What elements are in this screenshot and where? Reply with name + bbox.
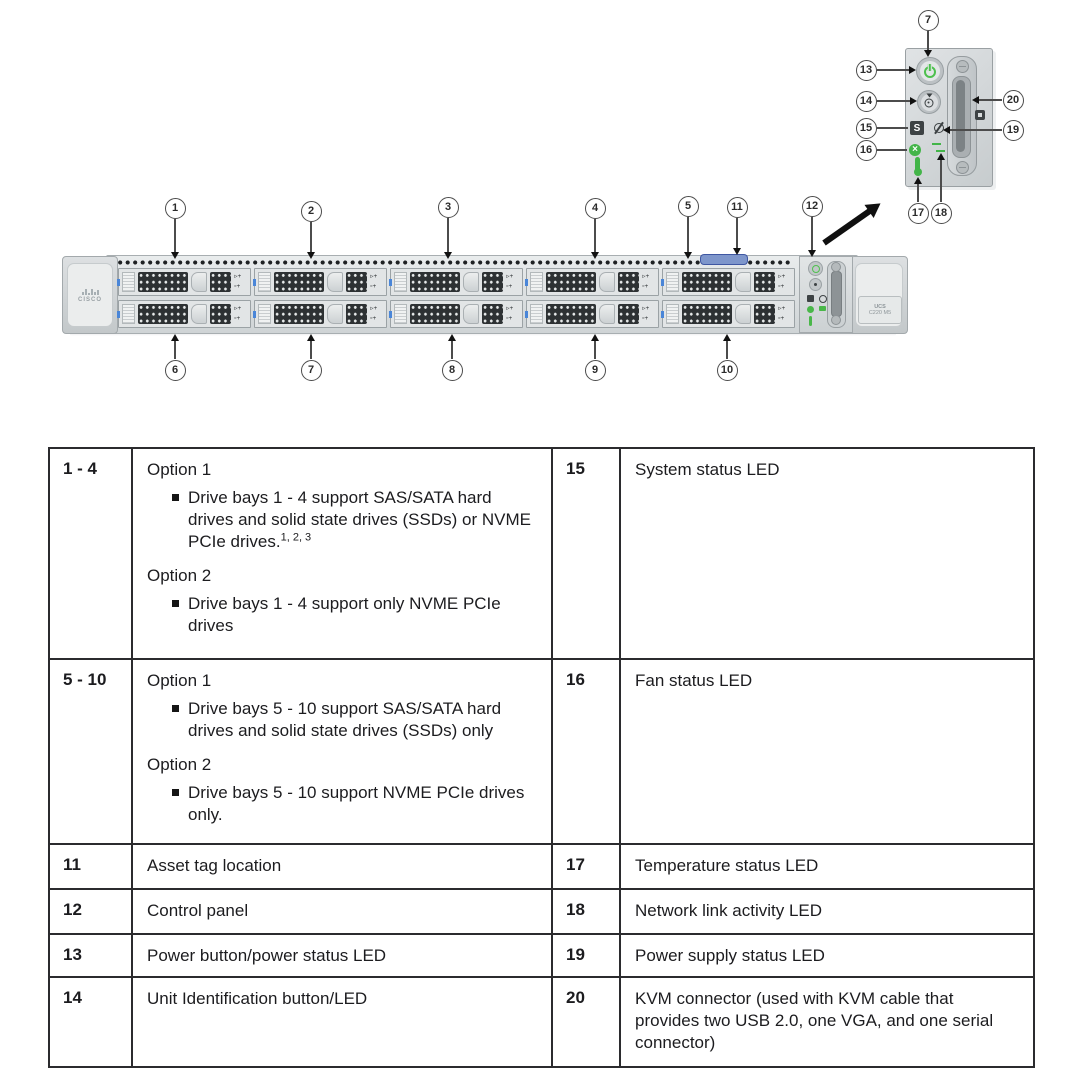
bullet-square-icon (172, 600, 179, 607)
control-panel (799, 256, 853, 333)
unit-id-button-icon (917, 90, 941, 114)
kvm-connector-slot (831, 271, 842, 317)
asset-tag (700, 254, 748, 265)
callout-line (927, 31, 929, 50)
drive-grill (274, 304, 324, 324)
drive-led-icons (234, 272, 247, 292)
drive-grill (618, 304, 640, 324)
callout-arrow (808, 250, 816, 257)
callout-13: 13 (856, 60, 877, 81)
drive-latch (463, 304, 479, 324)
bullet-item (147, 593, 539, 637)
callout-arrow (943, 126, 950, 134)
drive-activity-icon (234, 274, 241, 281)
drive-led-icons (370, 272, 383, 292)
power-glyph-icon (924, 66, 936, 78)
item-number: 17 (553, 845, 621, 890)
item-number: 15 (553, 449, 621, 660)
description-text: Network link activity LED (635, 901, 823, 920)
drive-fault-icon (642, 316, 648, 323)
callout-line (726, 341, 728, 359)
kvm-screw-icon (831, 315, 841, 325)
drive-grill (482, 304, 504, 324)
drive-activity-icon (642, 306, 649, 313)
drive-fault-icon (506, 316, 512, 323)
callout-16: 16 (856, 140, 877, 161)
drive-grill (482, 272, 504, 292)
callout-line (174, 341, 176, 359)
callout-arrow (937, 153, 945, 160)
item-description (133, 449, 553, 660)
drive-fault-icon (370, 284, 376, 291)
item-number: 11 (50, 845, 133, 890)
drive-led-icons (778, 304, 791, 324)
drive-label (666, 272, 679, 292)
drive-grill (138, 272, 188, 292)
drive-bay-8 (390, 300, 523, 328)
callout-line (811, 217, 813, 250)
drive-latch (599, 304, 615, 324)
bullet-text: Drive bays 1 - 4 support SAS/SATA hard drives and solid state drives (SSDs) or NVME PCIe drives.$^{1, 2, 3}$ (188, 488, 531, 551)
callout-arrow (171, 252, 179, 259)
model-label-line2: C220 M5 (868, 310, 892, 316)
callout-arrow (733, 248, 741, 255)
callout-arrow (972, 96, 979, 104)
drive-fault-icon (234, 284, 240, 291)
drive-bay-2 (254, 268, 387, 296)
option-heading: Option 1 (147, 460, 212, 479)
kvm-screw-icon (956, 60, 969, 73)
callout-line (950, 129, 1002, 131)
drive-bay-6 (118, 300, 251, 328)
item-description (621, 449, 1033, 660)
callout-line (877, 100, 910, 102)
drive-activity-icon (370, 306, 377, 313)
model-label-line1: UCS (874, 304, 886, 310)
left-rack-ear (62, 256, 118, 334)
drive-label (258, 272, 271, 292)
cisco-logo-text: CISCO (77, 296, 102, 303)
kvm-screw-icon (831, 262, 841, 272)
drive-fault-icon (778, 316, 784, 323)
drive-activity-icon (506, 306, 513, 313)
callout-line (877, 127, 908, 129)
drive-grill (138, 304, 188, 324)
description-text: Power button/power status LED (147, 946, 387, 965)
description-text: Fan status LED (635, 671, 753, 690)
callout-19: 19 (1003, 120, 1024, 141)
power-button-icon (808, 261, 823, 276)
drive-grill (410, 272, 460, 292)
drive-grill (346, 304, 368, 324)
callout-line (877, 149, 907, 151)
drive-label (666, 304, 679, 324)
drive-grill (546, 304, 596, 324)
bullet-square-icon (172, 705, 179, 712)
callout-arrow (591, 252, 599, 259)
footnote-ref: 1, 2, 3 (280, 531, 312, 544)
callout-line (877, 69, 909, 71)
drive-activity-icon (506, 274, 513, 281)
callout-arrow (910, 97, 917, 105)
callout-arrow (591, 334, 599, 341)
drive-grill (346, 272, 368, 292)
callout-line (940, 160, 942, 202)
drive-led-icons (506, 304, 519, 324)
callout-17: 17 (908, 203, 929, 224)
callout-14: 14 (856, 91, 877, 112)
system-status-led-icon (807, 295, 814, 302)
drive-grill (682, 304, 732, 324)
temperature-status-led-icon (809, 316, 812, 326)
drive-led-icons (642, 272, 655, 292)
drive-grill (410, 304, 460, 324)
bullet-item (147, 487, 539, 553)
drive-latch (327, 304, 343, 324)
drive-label (394, 304, 407, 324)
kvm-screw-icon (956, 161, 969, 174)
bullet-text: Drive bays 5 - 10 support NVME PCIe drives only. (188, 783, 525, 824)
item-description (133, 660, 553, 845)
drive-grill (210, 272, 232, 292)
callout-line (451, 341, 453, 359)
callout-line (979, 99, 1002, 101)
unit-id-glyph-icon (925, 99, 934, 108)
item-description (621, 660, 1033, 845)
drive-bay-3 (390, 268, 523, 296)
unit-id-button-icon (809, 278, 822, 291)
item-number: 14 (50, 978, 133, 1066)
callout-arrow (924, 50, 932, 57)
callout-arrow (307, 252, 315, 259)
network-link-activity-led-icon (819, 306, 826, 311)
drive-grill (274, 272, 324, 292)
drive-fault-icon (778, 284, 784, 291)
bullet-item (147, 698, 539, 742)
drive-label (530, 304, 543, 324)
drive-bay-1 (118, 268, 251, 296)
callout-1: 1 (165, 198, 186, 219)
drive-bay-4 (526, 268, 659, 296)
drive-fault-icon (370, 316, 376, 323)
description-text: Control panel (147, 901, 249, 920)
drive-bay-7 (254, 300, 387, 328)
drive-activity-icon (642, 274, 649, 281)
drive-grill (618, 272, 640, 292)
option-heading: Option 2 (147, 566, 212, 585)
network-link-activity-led-icon (932, 142, 945, 153)
drive-bay-9 (526, 300, 659, 328)
item-number: 20 (553, 978, 621, 1066)
left-ear-handle (67, 263, 113, 327)
drive-led-icons (642, 304, 655, 324)
drive-grill (682, 272, 732, 292)
callout-arrow (448, 334, 456, 341)
drive-latch (735, 304, 751, 324)
item-number: 18 (553, 890, 621, 935)
callout-arrow (909, 66, 916, 74)
item-number: 1 - 4 (50, 449, 133, 660)
callout-arrow (914, 177, 922, 184)
drive-bay-10 (662, 300, 795, 328)
drive-fault-icon (642, 284, 648, 291)
item-description (133, 890, 553, 935)
option-heading: Option 2 (147, 755, 212, 774)
callout-18: 18 (931, 203, 952, 224)
callout-3: 3 (438, 197, 459, 218)
drive-latch (463, 272, 479, 292)
callout-line (447, 218, 449, 252)
bullet-item (147, 782, 539, 826)
callout-15: 15 (856, 118, 877, 139)
item-description (621, 978, 1033, 1066)
drive-led-icons (234, 304, 247, 324)
drive-activity-icon (234, 306, 241, 313)
fan-status-led-icon (909, 144, 921, 156)
drive-grill (754, 272, 776, 292)
drive-latch (735, 272, 751, 292)
callout-arrow (723, 334, 731, 341)
drive-label (530, 272, 543, 292)
description-text: KVM connector (used with KVM cable that provides two USB 2.0, one VGA, and one serial connector) (635, 989, 994, 1052)
drive-activity-icon (778, 274, 785, 281)
item-number: 13 (50, 935, 133, 978)
item-description (621, 935, 1033, 978)
item-description (621, 845, 1033, 890)
drive-latch (191, 304, 207, 324)
callout-7: 7 (918, 10, 939, 31)
drive-latch (191, 272, 207, 292)
item-number: 12 (50, 890, 133, 935)
drive-activity-icon (778, 306, 785, 313)
callout-10: 10 (717, 360, 738, 381)
drive-grill (210, 304, 232, 324)
callout-8: 8 (442, 360, 463, 381)
option-heading: Option 1 (147, 671, 212, 690)
model-label (858, 296, 902, 324)
description-text: Asset tag location (147, 856, 282, 875)
callout-11: 11 (727, 197, 748, 218)
drive-latch (599, 272, 615, 292)
description-text: Unit Identification button/LED (147, 989, 368, 1008)
system-status-led-icon: S (910, 121, 924, 135)
callout-arrow (171, 334, 179, 341)
callout-9: 9 (585, 360, 606, 381)
drive-fault-icon (234, 316, 240, 323)
power-button-icon (916, 57, 944, 85)
drive-bay-5 (662, 268, 795, 296)
drive-led-icons (778, 272, 791, 292)
drive-grill (546, 272, 596, 292)
callout-5: 5 (678, 196, 699, 217)
description-text: System status LED (635, 460, 780, 479)
kvm-label-icon (975, 110, 985, 120)
item-number: 5 - 10 (50, 660, 133, 845)
kvm-connector-slot-inner (956, 80, 965, 152)
vent-holes (117, 258, 793, 267)
callout-arrow (444, 252, 452, 259)
drive-label (122, 304, 135, 324)
temperature-status-led-icon (915, 157, 920, 173)
callout-line (736, 218, 738, 248)
item-description (621, 890, 1033, 935)
item-description (133, 935, 553, 978)
description-text: Temperature status LED (635, 856, 819, 875)
bullet-square-icon (172, 494, 179, 501)
callout-line (174, 219, 176, 252)
callout-6: 6 (165, 360, 186, 381)
bullet-text: Drive bays 1 - 4 support only NVME PCIe drives (188, 594, 501, 635)
item-description (133, 845, 553, 890)
drive-grill (754, 304, 776, 324)
callout-2: 2 (301, 201, 322, 222)
zoom-arrow-icon (822, 208, 871, 245)
item-number: 19 (553, 935, 621, 978)
drive-led-icons (506, 272, 519, 292)
bullet-text: Drive bays 5 - 10 support SAS/SATA hard drives and solid state drives (SSDs) only (188, 699, 502, 740)
drive-label (394, 272, 407, 292)
item-number: 16 (553, 660, 621, 845)
callout-line (687, 217, 689, 252)
cisco-logo-icon (82, 288, 99, 295)
drive-fault-icon (506, 284, 512, 291)
drive-label (122, 272, 135, 292)
callout-line (310, 341, 312, 359)
callout-line (594, 219, 596, 252)
callout-line (594, 341, 596, 359)
legend-table (48, 447, 1035, 1068)
callout-line (310, 222, 312, 252)
fan-status-led-icon (807, 306, 814, 313)
power-supply-status-led-icon (819, 295, 827, 303)
callout-7: 7 (301, 360, 322, 381)
callout-12: 12 (802, 196, 823, 217)
item-description (133, 978, 553, 1066)
bullet-square-icon (172, 789, 179, 796)
callout-arrow (307, 334, 315, 341)
callout-4: 4 (585, 198, 606, 219)
drive-led-icons (370, 304, 383, 324)
drive-activity-icon (370, 274, 377, 281)
callout-20: 20 (1003, 90, 1024, 111)
drive-latch (327, 272, 343, 292)
drive-label (258, 304, 271, 324)
description-text: Power supply status LED (635, 946, 825, 965)
callout-line (917, 184, 919, 202)
callout-arrow (684, 252, 692, 259)
